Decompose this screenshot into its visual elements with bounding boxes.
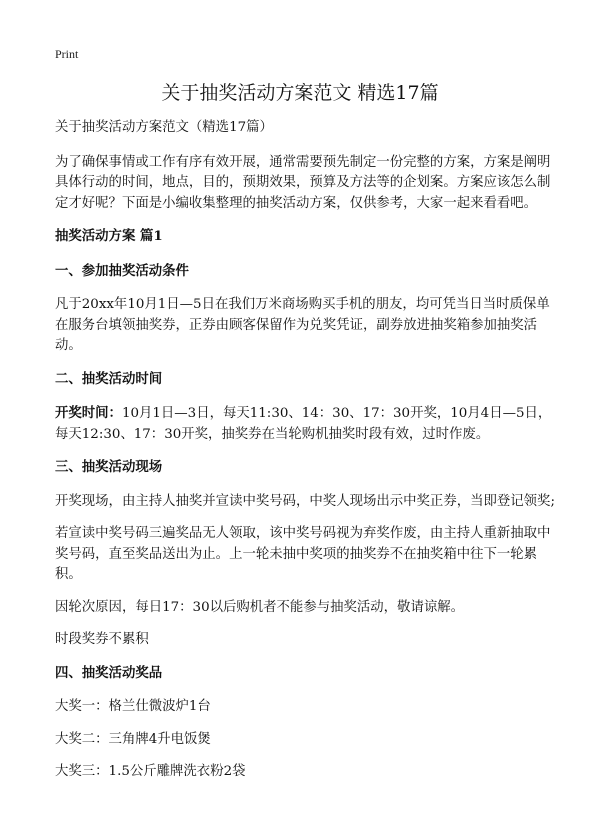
prize-item-3: 大奖三：1.5公斤雕牌洗衣粉2袋 — [55, 764, 246, 779]
section3-paragraph-1: 开奖现场，由主持人抽奖并宣读中奖号码，中奖人现场出示中奖正券，当即登记领奖; — [55, 493, 555, 509]
intro-paragraph: 为了确保事情或工作有序有效开展，通常需要预先制定一份完整的方案，方案是阐明具体行动的时间，地点，目的，预期效果，预算及方法等的企划案。方案应该怎么制定才好呢？下面是小编收集整理的抽奖活动方案，仅供参考，大家一起来看看吧。 — [55, 154, 551, 211]
section1-paragraph: 凡于20xx年10月1日—5日在我们万米商场购买手机的朋友，均可凭当日当时质保单在服务台填领抽奖券，正券由顾客保留作为兑奖凭证，副券放进抽奖箱参加抽奖活动。 — [55, 297, 550, 353]
article-title: 抽奖活动方案 篇1 — [55, 228, 163, 244]
section1-heading: 一、参加抽奖活动条件 — [55, 262, 189, 279]
draw-time-text: 10月1日—3日，每天11:30、14：30、17：30开奖，10月4日—5日，每天12:30、17：30开奖，抽奖券在当轮购机抽奖时段有效，过时作废。 — [55, 406, 552, 442]
document-subtitle: 关于抽奖活动方案范文（精选17篇） — [55, 120, 273, 135]
section3-heading: 三、抽奖活动现场 — [55, 459, 163, 475]
section3-paragraph-3: 因轮次原因，每日17：30以后购机者不能参与抽奖活动，敬请谅解。 — [55, 599, 465, 615]
section2-paragraph — [55, 403, 555, 445]
section3-paragraph-2: 若宣读中奖号码三遍奖品无人领取，该中奖号码视为弃奖作废，由主持人重新抽取中奖号码，直至奖品送出为止。上一轮未抽中奖项的抽奖券不在抽奖箱中往下一轮累积。 — [55, 526, 551, 582]
prize-item-2: 大奖二：三角牌4升电饭煲 — [55, 731, 211, 747]
prize-item-1: 大奖一：格兰仕微波炉1台 — [55, 699, 211, 714]
draw-time-label: 开奖时间： — [55, 405, 122, 421]
section4-heading: 四、抽奖活动奖品 — [55, 664, 163, 681]
section3-paragraph-4: 时段奖券不累积 — [55, 632, 149, 647]
print-link[interactable]: Print — [55, 47, 79, 61]
section2-heading: 二、抽奖活动时间 — [55, 370, 163, 387]
page-title: 关于抽奖活动方案范文 精选17篇 — [161, 82, 439, 104]
document-body — [55, 118, 555, 795]
